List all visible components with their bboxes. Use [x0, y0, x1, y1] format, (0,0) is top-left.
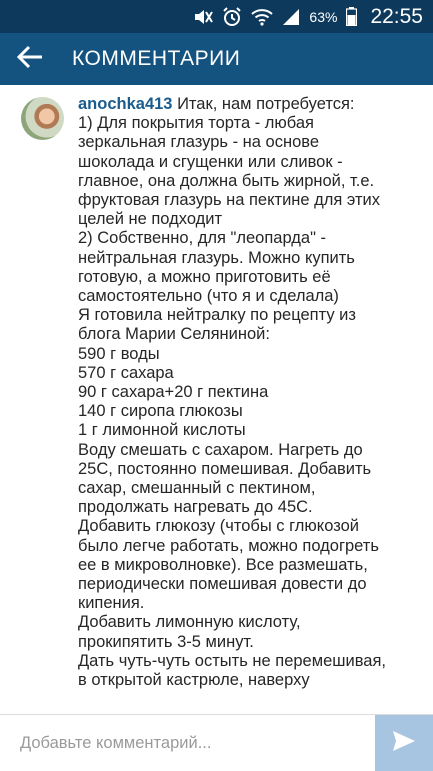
username-link[interactable]: anochka413 — [78, 95, 173, 113]
comment-line: главное, она должна быть жирной, т.е. — [78, 171, 375, 190]
comment-line: Добавить глюкозу (чтобы с глюкозой — [78, 517, 359, 536]
send-button[interactable] — [375, 715, 433, 771]
comment-line: ее в микроволновке). Все размешать, — [78, 555, 368, 574]
send-icon — [392, 730, 416, 757]
avatar[interactable] — [21, 97, 64, 140]
back-arrow-icon — [16, 45, 44, 74]
comment-body — [78, 95, 418, 690]
comment-line: периодически помешивая довести до — [78, 575, 367, 594]
comment-line: 2) Собственно, для "леопарда" - — [78, 229, 327, 248]
comment-line: 1) Для покрытия торта - любая — [78, 114, 314, 133]
comment-line: 140 г сиропа глюкозы — [78, 402, 243, 421]
battery-icon — [346, 7, 357, 26]
status-bar — [0, 0, 433, 33]
comment-intro: Итак, нам потребуется: — [172, 95, 355, 113]
comment-line: Я готовила нейтралку по рецепту из — [78, 306, 356, 325]
comment-composer — [0, 714, 433, 771]
comment-line: сахар, смешанный с пектином, — [78, 479, 316, 498]
comment-line: в открытой кастрюле, наверху — [78, 671, 310, 690]
back-button[interactable] — [2, 33, 58, 85]
comment-line: зеркальная глазурь - на основе — [78, 133, 320, 152]
comment-line: нейтральная глазурь. Можно купить — [78, 248, 355, 267]
comment-input[interactable] — [0, 715, 375, 771]
battery-percent: 63% — [309, 8, 338, 25]
comment-line: самостоятельно (что я и сделала) — [78, 287, 339, 306]
comment-line: Добавить лимонную кислоту, — [78, 613, 301, 632]
page-title: КОММЕНТАРИИ — [72, 47, 241, 70]
comment-line: прокипятить 3-5 минут. — [78, 632, 254, 651]
comment-first-line — [78, 95, 418, 114]
comment-item — [0, 85, 433, 690]
comment-line: было легче работать, можно подогреть — [78, 536, 379, 555]
comment-line: блога Марии Селяниной: — [78, 325, 270, 344]
comment-line: шоколада и сгущенки или сливок - — [78, 152, 343, 171]
mute-icon — [193, 8, 213, 26]
wifi-icon — [251, 8, 273, 26]
app-bar — [0, 33, 433, 85]
comment-line: 570 г сахара — [78, 363, 174, 382]
comment-line: кипения. — [78, 594, 145, 613]
comment-line: 25С, постоянно помешивая. Добавить — [78, 459, 372, 478]
signal-icon — [282, 8, 300, 26]
comment-line: 90 г сахара+20 г пектина — [78, 383, 269, 402]
comment-line: Воду смешать с сахаром. Нагреть до — [78, 440, 363, 459]
clock: 22:55 — [370, 4, 423, 28]
comment-line: готовую, а можно приготовить её — [78, 267, 331, 286]
comment-line: целей не подходит — [78, 210, 223, 229]
alarm-icon — [222, 7, 242, 27]
comment-line: фруктовая глазурь на пектине для этих — [78, 191, 381, 210]
comment-line: 590 г воды — [78, 344, 160, 363]
comment-line: продолжать нагревать до 45С. — [78, 498, 313, 517]
comment-line: 1 г лимонной кислоты — [78, 421, 246, 440]
comment-line: Дать чуть-чуть остыть не перемешивая, — [78, 651, 386, 670]
